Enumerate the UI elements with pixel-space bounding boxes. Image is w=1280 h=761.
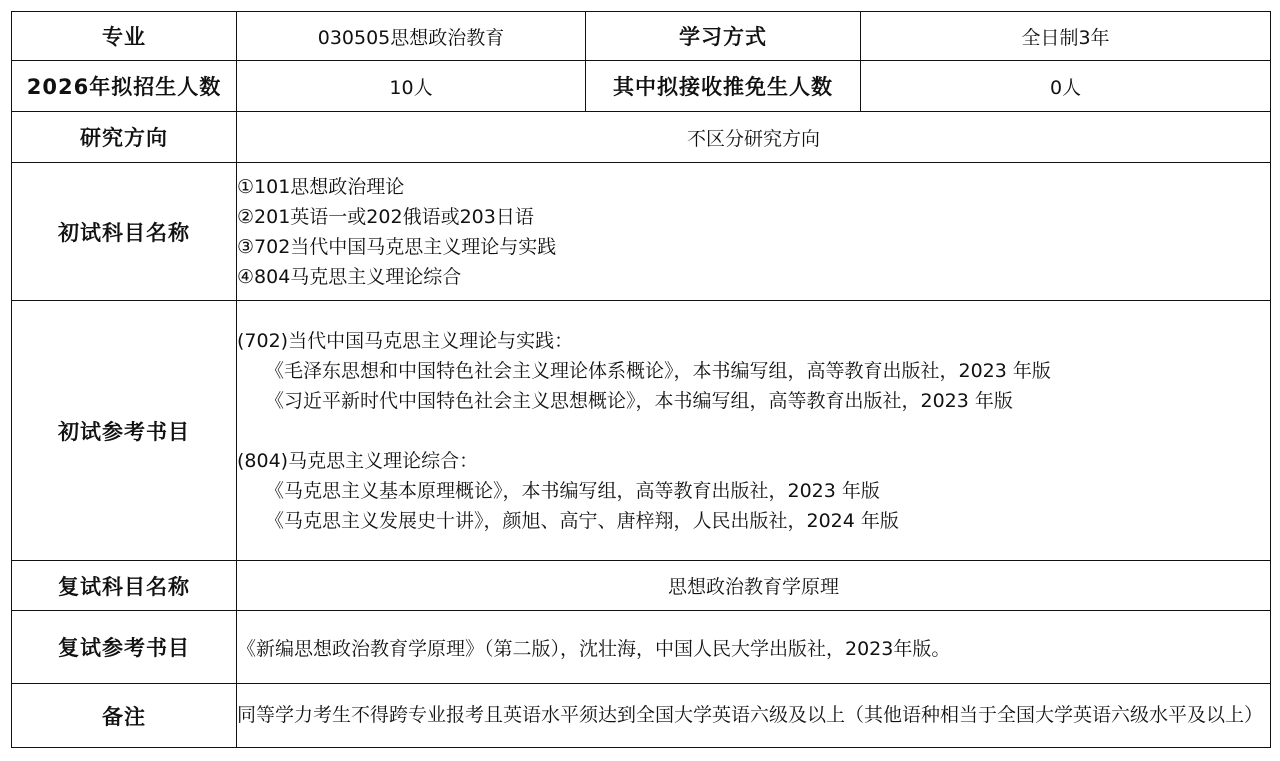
remarks-label: 备注	[12, 684, 237, 748]
book-item: 《马克思主义发展史十讲》，颜旭、高宁、唐梓翔，人民出版社，2024 年版	[265, 509, 899, 532]
subject-item: ③702当代中国马克思主义理论与实践	[237, 235, 557, 258]
book-item: 《毛泽东思想和中国特色社会主义理论体系概论》，本书编写组，高等教育出版社，2023 年版	[265, 359, 1051, 382]
initial-subjects-list	[237, 163, 1271, 301]
retest-subject-row	[12, 561, 1271, 611]
major-value: 030505思想政治教育	[237, 12, 586, 61]
subject-item: ②201英语一或202俄语或203日语	[237, 205, 534, 228]
retest-books-row	[12, 611, 1271, 684]
book-item: 《习近平新时代中国特色社会主义思想概论》，本书编写组，高等教育出版社，2023 年版	[265, 389, 1013, 412]
quota-label: 2026年拟招生人数	[12, 61, 237, 112]
remarks-value: 同等学力考生不得跨专业报考且英语水平须达到全国大学英语六级及以上（其他语种相当于全国大学英语六级水平及以上）	[237, 684, 1271, 748]
quota-value: 10人	[237, 61, 586, 112]
retest-subject-value: 思想政治教育学原理	[237, 561, 1271, 611]
major-label: 专业	[12, 12, 237, 61]
direction-value: 不区分研究方向	[237, 112, 1271, 163]
book-item: 《马克思主义基本原理概论》，本书编写组，高等教育出版社，2023 年版	[265, 479, 880, 502]
spacer	[237, 416, 1270, 446]
initial-subjects-label: 初试科目名称	[12, 163, 237, 301]
retest-subject-label: 复试科目名称	[12, 561, 237, 611]
initial-books-label: 初试参考书目	[12, 301, 237, 561]
retest-books-value: 《新编思想政治教育学原理》（第二版），沈壮海，中国人民大学出版社，2023年版。	[237, 611, 1271, 684]
exempt-quota-value: 0人	[861, 61, 1271, 112]
subject-item: ④804马克思主义理论综合	[237, 265, 462, 288]
subject-item: ①101思想政治理论	[237, 175, 405, 198]
exempt-quota-label: 其中拟接收推免生人数	[586, 61, 861, 112]
remarks-row	[12, 684, 1271, 748]
study-mode-label: 学习方式	[586, 12, 861, 61]
book-group-title: (702)当代中国马克思主义理论与实践：	[237, 329, 574, 352]
initial-books-row	[12, 301, 1271, 561]
quota-row	[12, 61, 1271, 112]
major-row	[12, 12, 1271, 61]
direction-label: 研究方向	[12, 112, 237, 163]
study-mode-value: 全日制3年	[861, 12, 1271, 61]
retest-books-label: 复试参考书目	[12, 611, 237, 684]
book-group-title: (804)马克思主义理论综合：	[237, 449, 479, 472]
direction-row	[12, 112, 1271, 163]
initial-subjects-row	[12, 163, 1271, 301]
admission-info-table	[11, 11, 1271, 748]
initial-books-list	[237, 301, 1271, 561]
